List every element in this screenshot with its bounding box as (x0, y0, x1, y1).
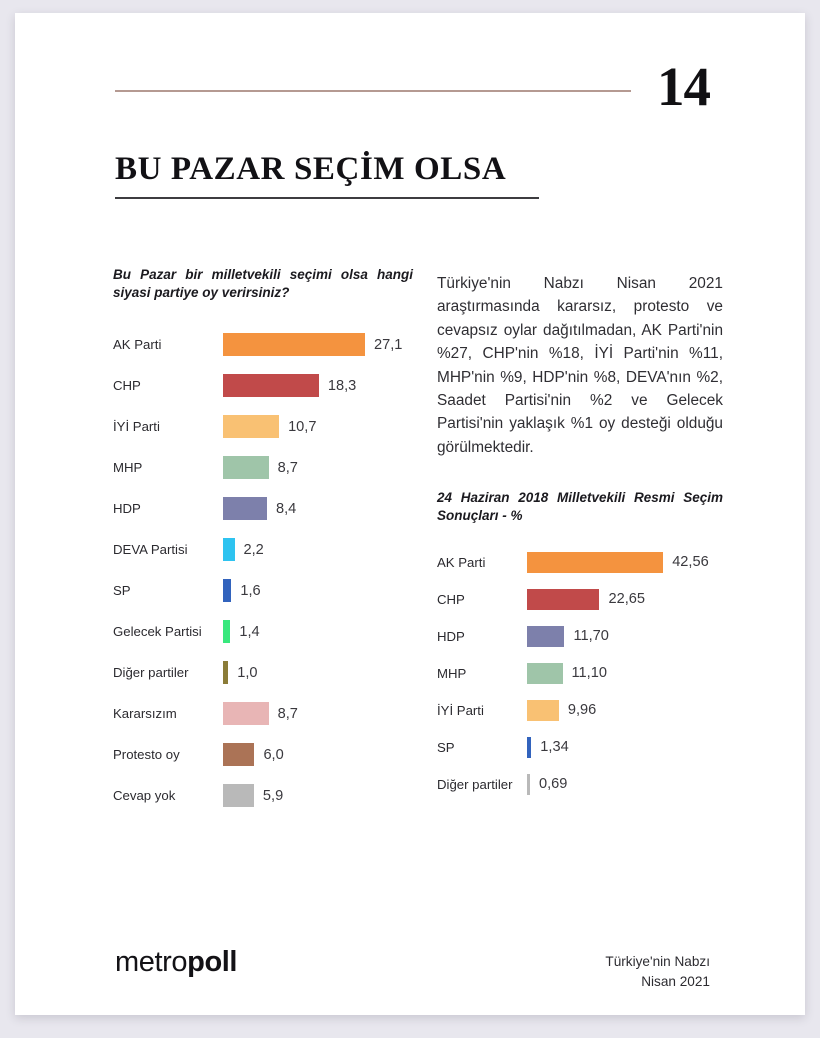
bar-category-label: SP (437, 739, 455, 755)
bar-row (113, 365, 413, 406)
bar (223, 661, 228, 684)
bar (223, 456, 269, 479)
summary-paragraph: Türkiye'nin Nabzı Nisan 2021 araştırmasında kararsız, protesto ve cevapsız oylar dağıtılmadan, AK Parti'nin %27, CHP'nin %18, İYİ Parti'nin %11, MHP'nin %9, HDP'nin %8, DEVA'nın %2, Saadet Partisi'nin %2 ve Gelecek Partisi'nin yaklaşık %1 oy desteği olduğu görülmektedir. (437, 275, 723, 456)
page-footer (115, 948, 710, 991)
bar (527, 737, 531, 758)
poll-question-heading: Bu Pazar bir milletvekili seçimi olsa hangi siyasi partiye oy verirsiniz? (113, 267, 413, 301)
election-results-heading: 24 Haziran 2018 Milletvekili Resmi Seçim Sonuçları - % (437, 490, 723, 524)
bar-track (223, 456, 413, 479)
bar-value-label: 1,4 (239, 623, 260, 640)
bar-category-label: Diğer partiler (437, 776, 513, 792)
footer-note-line-2: Nisan 2021 (641, 973, 710, 989)
bar-track (223, 743, 413, 766)
bar (527, 589, 599, 610)
bar-track (527, 737, 723, 758)
bar-category-label: Gelecek Partisi (113, 624, 202, 640)
header-divider-line (115, 90, 631, 92)
bar-value-label: 11,70 (573, 628, 609, 645)
bar-category-label: SP (113, 583, 131, 599)
bar (527, 552, 663, 573)
right-column (437, 272, 723, 803)
bar-value-label: 11,10 (571, 665, 607, 682)
bar-track (223, 374, 413, 397)
bar-track (223, 661, 413, 684)
bar-value-label: 42,56 (672, 554, 709, 571)
bar-track (527, 700, 723, 721)
bar-track (223, 620, 413, 643)
bar-value-label: 1,34 (540, 739, 569, 756)
page-title-block (115, 152, 539, 199)
bar-row (437, 581, 723, 618)
bar-track (527, 774, 723, 795)
bar-category-label: AK Parti (113, 337, 162, 353)
bar-category-label: MHP (113, 460, 143, 476)
bar (527, 700, 559, 721)
bar (223, 333, 365, 356)
bar-category-label: Kararsızım (113, 706, 177, 722)
bar (223, 784, 254, 807)
left-column (113, 266, 413, 816)
bar-row (437, 544, 723, 581)
page-title-underline (115, 197, 539, 199)
bar-row (113, 611, 413, 652)
bar (223, 579, 231, 602)
logo-text-bold: poll (187, 946, 238, 978)
bar-row (113, 324, 413, 365)
bar-track (223, 579, 413, 602)
bar-category-label: Cevap yok (113, 788, 176, 804)
footer-note-line-1: Türkiye'nin Nabzı (605, 954, 710, 969)
bar-category-label: HDP (437, 628, 465, 644)
bar-category-label: Diğer partiler (113, 665, 189, 681)
bar-value-label: 1,0 (237, 664, 258, 681)
bar-category-label: CHP (437, 591, 465, 607)
logo-text-thin: metro (115, 946, 188, 978)
bar (527, 663, 563, 684)
bar-track (223, 784, 413, 807)
bar-row (437, 655, 723, 692)
metropoll-logo (115, 948, 237, 977)
bar-value-label: 8,7 (277, 705, 298, 722)
bar-row (437, 692, 723, 729)
bar-value-label: 8,7 (277, 459, 298, 476)
bar-row (113, 693, 413, 734)
bar (223, 702, 269, 725)
bar (527, 626, 564, 647)
bar-row (113, 447, 413, 488)
bar-row (437, 766, 723, 803)
bar-track (223, 415, 413, 438)
bar-row (113, 652, 413, 693)
bar (223, 620, 230, 643)
bar-category-label: MHP (437, 665, 467, 681)
footer-note (605, 948, 710, 991)
bar-value-label: 9,96 (567, 702, 597, 719)
bar-track (527, 663, 723, 684)
bar-row (113, 775, 413, 816)
bar-track (223, 702, 413, 725)
bar-track (527, 589, 723, 610)
bar-value-label: 0,69 (539, 776, 568, 793)
bar-value-label: 5,9 (262, 787, 284, 804)
bar-track (223, 333, 413, 356)
bar-track (223, 538, 413, 561)
bar-value-label: 18,3 (327, 377, 357, 394)
bar-value-label: 8,4 (276, 500, 297, 517)
bar-value-label: 2,2 (243, 541, 264, 558)
bar-category-label: CHP (113, 378, 141, 394)
bar-track (527, 552, 723, 573)
bar-category-label: AK Parti (437, 554, 486, 570)
bar-value-label: 10,7 (288, 418, 317, 435)
bar-row (113, 570, 413, 611)
bar-row (437, 729, 723, 766)
bar (223, 415, 279, 438)
page-header (115, 55, 710, 118)
bar-row (113, 529, 413, 570)
bar-row (437, 618, 723, 655)
bar (527, 774, 530, 795)
poll-2021-bar-chart (113, 324, 413, 816)
bar (223, 497, 267, 520)
bar-value-label: 27,1 (374, 336, 403, 353)
bar-row (113, 406, 413, 447)
bar-category-label: DEVA Partisi (113, 542, 188, 558)
bar-row (113, 488, 413, 529)
bar (223, 374, 319, 397)
bar-category-label: İYİ Parti (113, 419, 160, 435)
bar-track (223, 497, 413, 520)
bar (223, 743, 254, 766)
bar-category-label: İYİ Parti (437, 702, 484, 718)
election-2018-bar-chart (437, 544, 723, 803)
page-number: 14 (657, 55, 710, 117)
bar-value-label: 6,0 (263, 746, 284, 763)
bar-category-label: HDP (113, 501, 141, 517)
bar (223, 538, 235, 561)
bar-track (527, 626, 723, 647)
bar-value-label: 22,65 (608, 591, 645, 608)
bar-value-label: 1,6 (240, 582, 261, 599)
page-title: BU PAZAR SEÇİM OLSA (115, 151, 507, 187)
bar-row (113, 734, 413, 775)
bar-category-label: Protesto oy (113, 747, 180, 763)
